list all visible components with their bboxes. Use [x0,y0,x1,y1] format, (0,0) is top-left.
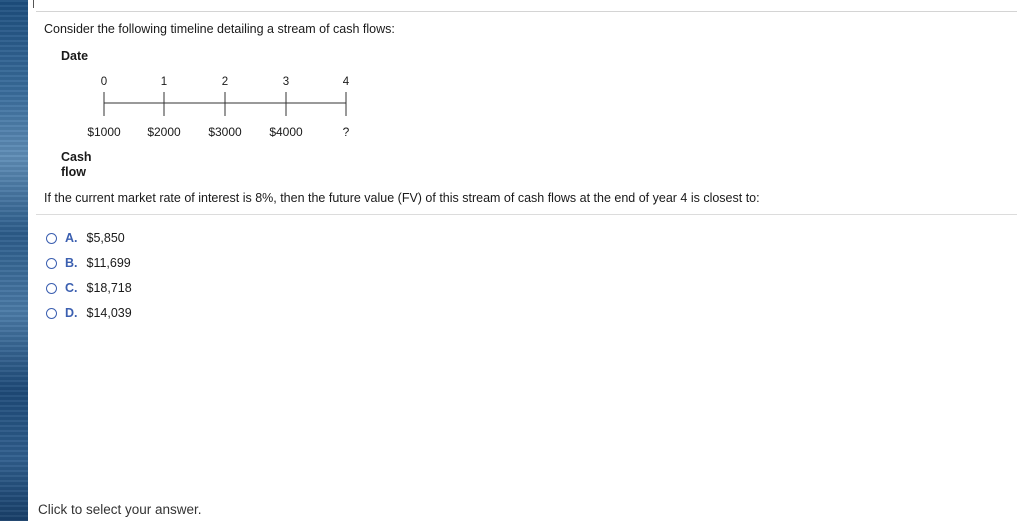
cash-flow-0: $1000 [87,125,121,139]
radio-button-c[interactable] [46,283,57,294]
cash-flow-label-line2: flow [61,165,86,179]
cash-flow-2: $3000 [208,125,242,139]
period-label-1: 1 [160,76,168,88]
answer-option-c[interactable] [46,279,132,297]
option-letter-b: B. [65,256,78,270]
background-ocean-strip [0,0,28,521]
answer-option-b[interactable] [46,254,131,272]
cash-flow-timeline [28,0,1017,150]
period-label-3: 3 [282,76,290,88]
radio-button-d[interactable] [46,308,57,319]
period-label-4: 4 [342,76,350,88]
answer-option-d[interactable] [46,304,132,322]
cash-flow-label-line1: Cash [61,150,92,164]
cash-flow-3: $4000 [269,125,303,139]
question-panel [28,0,1017,521]
footer-instruction: Click to select your answer. [38,502,202,517]
date-label: Date [61,49,89,63]
option-value-a: $5,850 [86,231,125,245]
cash-flow-1: $2000 [147,125,181,139]
option-value-d: $14,039 [86,306,132,320]
option-letter-c: C. [65,281,78,295]
cash-flow-label [61,150,92,180]
option-letter-d: D. [65,306,78,320]
radio-button-b[interactable] [46,258,57,269]
period-label-0: 0 [100,76,108,88]
question-divider [36,214,1017,215]
question-prompt: If the current market rate of interest is 8%, then the future value (FV) of this stream of cash flows at the end of year 4 is closest to: [44,191,760,205]
answer-option-a[interactable] [46,229,125,247]
cash-flow-4: ? [342,125,350,139]
question-intro: Consider the following timeline detailing a stream of cash flows: [44,22,395,36]
option-letter-a: A. [65,231,78,245]
option-value-c: $18,718 [86,281,132,295]
radio-button-a[interactable] [46,233,57,244]
period-label-2: 2 [221,76,229,88]
option-value-b: $11,699 [86,256,131,270]
